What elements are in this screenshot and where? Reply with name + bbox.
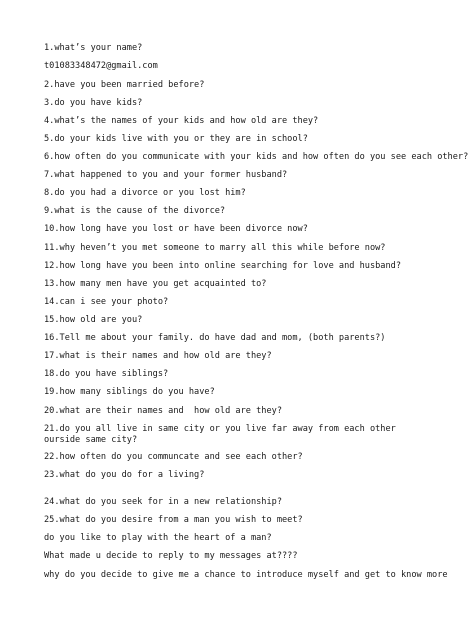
text-line: 23.what do you do for a living? (44, 470, 205, 480)
text-line: 7.what happened to you and your former husband? (44, 170, 288, 180)
text-line: 11.why heven’t you met someone to marry all this while before now? (44, 243, 386, 253)
text-line: 19.how many siblings do you have? (44, 387, 215, 397)
text-line: do you like to play with the heart of a man? (44, 533, 272, 543)
text-line: 25.what do you desire from a man you wish to meet? (44, 515, 303, 525)
text-line: 15.how old are you? (44, 315, 143, 325)
text-line: 17.what is their names and how old are they? (44, 351, 272, 361)
text-line: 9.what is the cause of the divorce? (44, 206, 226, 216)
text-line: 1.what’s your name? (44, 43, 143, 53)
text-line: 3.do you have kids? (44, 98, 143, 108)
text-line: 20.what are their names and how old are they? (44, 406, 282, 416)
text-line: 6.how often do you communicate with your kids and how often do you see each other? (44, 152, 469, 162)
text-line: t01083348472@gmail.com (44, 61, 158, 71)
text-line: 24.what do you seek for in a new relationship? (44, 497, 282, 507)
text-line: What made u decide to reply to my messages at???? (44, 551, 298, 561)
text-line: 22.how often do you communcate and see each other? (44, 452, 303, 462)
text-line: 16.Tell me about your family. do have dad and mom, (both parents?) (44, 333, 386, 343)
text-line: 10.how long have you lost or have been divorce now? (44, 224, 308, 234)
text-line: 21.do you all live in same city or you live far away from each other ourside same city? (44, 424, 402, 445)
text-line: 4.what’s the names of your kids and how old are they? (44, 116, 319, 126)
text-line: 8.do you had a divorce or you lost him? (44, 188, 246, 198)
text-line: 2.have you been married before? (44, 80, 205, 90)
text-line: 13.how many men have you get acquainted to? (44, 279, 267, 289)
text-line: why do you decide to give me a chance to introduce myself and get to know more (44, 570, 448, 580)
text-line: 5.do your kids live with you or they are in school? (44, 134, 308, 144)
text-line: 18.do you have siblings? (44, 369, 169, 379)
text-line: 14.can i see your photo? (44, 297, 169, 307)
text-line: 12.how long have you been into online searching for love and husband? (44, 261, 401, 271)
